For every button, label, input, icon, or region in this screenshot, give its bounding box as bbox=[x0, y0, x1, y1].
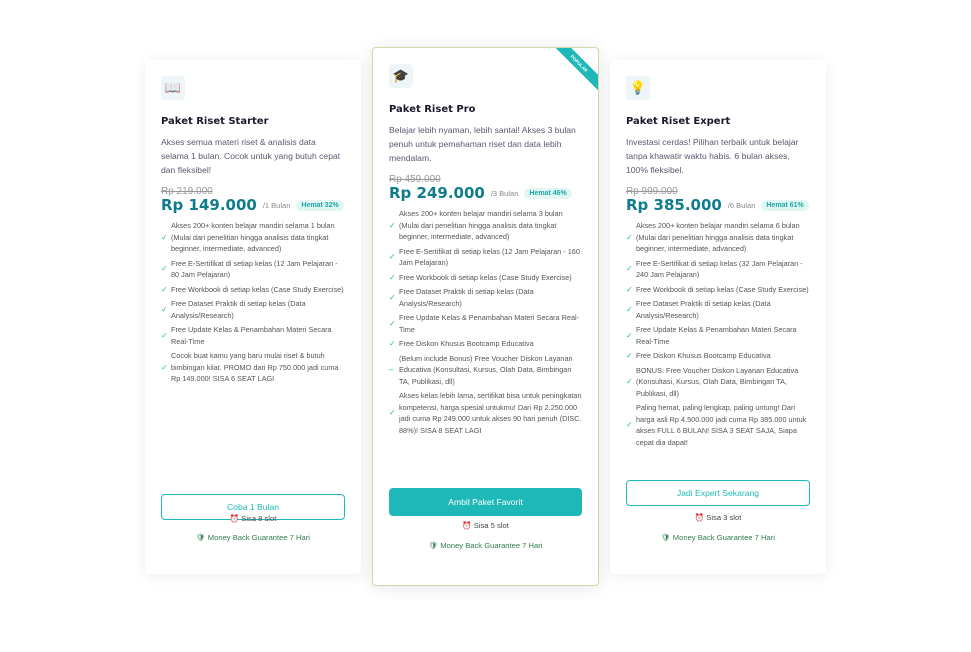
feature-text: Akses 200+ konten belajar mandiri selama 3 bulan (Mulai dari penelitian hingga analisis data tingkat beginner, intermediate, advanced) bbox=[399, 209, 563, 241]
old-price: Rp 219.000 bbox=[161, 186, 213, 197]
check-icon: ✓ bbox=[389, 318, 396, 328]
feature-text: Cocok buat kamu yang baru mulai riset & butuh bimbingan kilat. PROMO dari Rp 750.000 jadi cuma Rp 149.000! SISA 6 SEAT LAGI bbox=[171, 351, 339, 383]
slot-remaining bbox=[145, 514, 361, 523]
feature-item bbox=[626, 298, 810, 321]
check-icon: ✓ bbox=[389, 408, 396, 418]
price: Rp 249.000 bbox=[389, 184, 485, 202]
check-icon: ✓ bbox=[389, 292, 396, 302]
feature-text: Free Diskon Khusus Bootcamp Educativa bbox=[636, 351, 771, 360]
feature-item bbox=[161, 298, 345, 321]
feature-item bbox=[626, 365, 810, 400]
feature-text: Free Update Kelas & Penambahan Materi Secara Real-Time bbox=[171, 325, 332, 346]
price: Rp 149.000 bbox=[161, 196, 257, 214]
feature-text: Akses 200+ konten belajar mandiri selama 1 bulan (Mulai dari penelitian hingga analisis data tingkat beginner, intermediate, advanced) bbox=[171, 221, 335, 253]
slot-remaining bbox=[373, 521, 598, 530]
feature-text: Free Dataset Praktik di setiap kelas (Data Analysis/Research) bbox=[636, 299, 771, 320]
feature-text: Akses kelas lebih lama, sertifikat bisa untuk peningkatan kompetensi, harga spesial untukmu! Dari Rp 2.250.000 jadi cuma Rp 249.000 untuk akses 90 hari penuh (DISC. 88%)! SISA 8 SEAT LAGI bbox=[399, 391, 582, 435]
shield-check-icon: 🛡 bbox=[428, 541, 439, 550]
check-icon: ✓ bbox=[626, 264, 633, 274]
feature-list bbox=[389, 208, 582, 436]
savings-badge: Hemat 61% bbox=[761, 200, 808, 211]
feature-item bbox=[389, 286, 582, 309]
check-icon: ✓ bbox=[389, 339, 396, 348]
shield-check-icon: 🛡 bbox=[196, 533, 206, 542]
feature-item bbox=[626, 350, 810, 362]
plan-title: Paket Riset Pro bbox=[389, 104, 476, 115]
feature-text: Free Update Kelas & Penambahan Materi Secara Real-Time bbox=[636, 325, 797, 346]
feature-text: Paling hemat, paling lengkap, paling untung! Dari harga asli Rp 4.500.000 jadi cuma Rp 385.000 untuk akses FULL 6 BULAN! SISA 3 SEAT SAJA, Siapa cepat dia dapat! bbox=[636, 403, 807, 447]
slot-text: Sisa 5 slot bbox=[473, 521, 509, 530]
feature-text: Free Dataset Praktik di setiap kelas (Data Analysis/Research) bbox=[171, 299, 306, 320]
check-icon: ✓ bbox=[389, 272, 396, 282]
guarantee-text: Money Back Guarantee 7 Hari bbox=[440, 541, 543, 550]
feature-item bbox=[161, 350, 345, 385]
old-price: Rp 999.000 bbox=[626, 186, 678, 197]
feature-list bbox=[161, 220, 345, 385]
savings-badge: Hemat 46% bbox=[524, 188, 571, 199]
money-back-guarantee bbox=[373, 541, 598, 550]
alarm-clock-icon: ⏰ bbox=[694, 513, 705, 522]
feature-text: Free E-Sertifikat di setiap kelas (32 Jam Pelajaran - 240 Jam Pelajaran) bbox=[636, 258, 803, 279]
feature-item bbox=[161, 220, 345, 255]
plan-title: Paket Riset Expert bbox=[626, 116, 731, 127]
plan-description: Belajar lebih nyaman, lebih santai! Akses 3 bulan penuh untuk pemahaman riset dan data lebih mendalam. bbox=[389, 125, 576, 163]
book-icon: 📖 bbox=[161, 76, 185, 100]
feature-item bbox=[389, 353, 582, 388]
feature-text: Free E-Sertifikat di setiap kelas (12 Jam Pelajaran - 80 Jam Pelajaran) bbox=[171, 258, 338, 279]
feature-item bbox=[626, 402, 810, 448]
savings-badge: Hemat 32% bbox=[296, 200, 343, 211]
select-plan-button[interactable]: Ambil Paket Favorit bbox=[389, 488, 582, 516]
feature-text: Free Workbook di setiap kelas (Case Study Exercise) bbox=[171, 284, 344, 294]
feature-text: Free Dataset Praktik di setiap kelas (Data Analysis/Research) bbox=[399, 287, 534, 308]
feature-text: Free Workbook di setiap kelas (Case Study Exercise) bbox=[636, 284, 809, 294]
pricing-card bbox=[372, 47, 599, 586]
alarm-clock-icon: ⏰ bbox=[229, 514, 240, 523]
check-icon: ✓ bbox=[626, 377, 633, 386]
plan-title: Paket Riset Starter bbox=[161, 116, 269, 127]
shield-check-icon: 🛡 bbox=[661, 533, 671, 542]
check-icon: ✓ bbox=[389, 220, 396, 230]
feature-text: Free Workbook di setiap kelas (Case Study Exercise) bbox=[399, 272, 572, 282]
check-icon: ✓ bbox=[626, 420, 633, 430]
feature-item bbox=[161, 258, 345, 281]
feature-text: Free E-Sertifikat di setiap kelas (12 Jam Pelajaran - 160 Jam Pelajaran) bbox=[399, 246, 580, 267]
pricing-card bbox=[145, 60, 361, 574]
feature-item bbox=[161, 284, 345, 296]
check-icon: ✓ bbox=[626, 284, 633, 294]
feature-item bbox=[626, 258, 810, 281]
feature-item bbox=[161, 324, 345, 347]
plan-description: Akses semua materi riset & analisis data selama 1 bulan. Cocok untuk yang butuh cepat dan fleksibel! bbox=[161, 137, 341, 175]
check-icon: ✓ bbox=[161, 362, 168, 372]
guarantee-text: Money Back Guarantee 7 Hari bbox=[207, 533, 310, 542]
plan-description: Investasi cerdas! Pilihan terbaik untuk belajar tanpa khawatir waktu habis. 6 bulan akses, 100% fleksibel. bbox=[626, 137, 799, 175]
period: /6 Bulan bbox=[727, 200, 756, 210]
feature-item bbox=[389, 246, 582, 269]
check-icon: ✓ bbox=[626, 330, 633, 340]
feature-item bbox=[389, 390, 582, 436]
check-icon: ✓ bbox=[626, 304, 633, 314]
alarm-clock-icon: ⏰ bbox=[462, 521, 472, 530]
feature-item bbox=[389, 272, 582, 284]
check-icon: ✓ bbox=[389, 252, 396, 262]
money-back-guarantee bbox=[610, 533, 826, 542]
price: Rp 385.000 bbox=[626, 196, 722, 214]
slot-text: Sisa 8 slot bbox=[241, 514, 277, 523]
money-back-guarantee bbox=[145, 533, 361, 542]
popular-badge: POPULAR bbox=[543, 47, 599, 99]
check-icon: ✓ bbox=[626, 351, 633, 360]
feature-list bbox=[626, 220, 810, 448]
feature-text: Free Update Kelas & Penambahan Materi Secara Real-Time bbox=[399, 313, 580, 334]
feature-item bbox=[389, 312, 582, 335]
feature-item bbox=[389, 338, 582, 350]
slot-remaining bbox=[610, 513, 826, 522]
guarantee-text: Money Back Guarantee 7 Hari bbox=[672, 533, 775, 542]
check-icon: ✓ bbox=[161, 330, 168, 340]
dash-icon: – bbox=[389, 365, 394, 374]
feature-item bbox=[626, 220, 810, 255]
feature-item bbox=[389, 208, 582, 243]
check-icon: ✓ bbox=[161, 232, 168, 242]
feature-text: BONUS: Free Voucher Diskon Layanan Educativa (Konsultasi, Kursus, Olah Data, Bimbingan TA, Publikasi, dll) bbox=[636, 365, 799, 398]
select-plan-button[interactable]: Jadi Expert Sekarang bbox=[626, 480, 810, 506]
feature-text: (Belum include Bonus) Free Voucher Diskon Layanan Educativa (Konsultasi, Kursus, Olah Data, Bimbingan TA, Publikasi, dll) bbox=[399, 353, 573, 386]
check-icon: ✓ bbox=[626, 232, 633, 242]
slot-text: Sisa 3 slot bbox=[706, 513, 742, 522]
check-icon: ✓ bbox=[161, 304, 168, 314]
check-icon: ✓ bbox=[161, 284, 168, 294]
feature-item bbox=[626, 324, 810, 347]
feature-text: Free Diskon Khusus Bootcamp Educativa bbox=[399, 339, 534, 348]
feature-text: Akses 200+ konten belajar mandiri selama 6 bulan (Mulai dari penelitian hingga analisis data tingkat beginner, intermediate, advanced) bbox=[636, 221, 800, 253]
select-plan-button[interactable]: Coba 1 Bulan bbox=[161, 494, 345, 520]
pricing-card bbox=[610, 60, 826, 574]
lightbulb-money-icon: 💡 bbox=[626, 76, 650, 100]
check-icon: ✓ bbox=[161, 264, 168, 274]
period: /1 Bulan bbox=[262, 200, 291, 210]
old-price: Rp 459.000 bbox=[389, 174, 441, 185]
feature-item bbox=[626, 284, 810, 296]
graduation-cap-icon: 🎓 bbox=[389, 64, 413, 88]
period: /3 Bulan bbox=[490, 188, 519, 198]
